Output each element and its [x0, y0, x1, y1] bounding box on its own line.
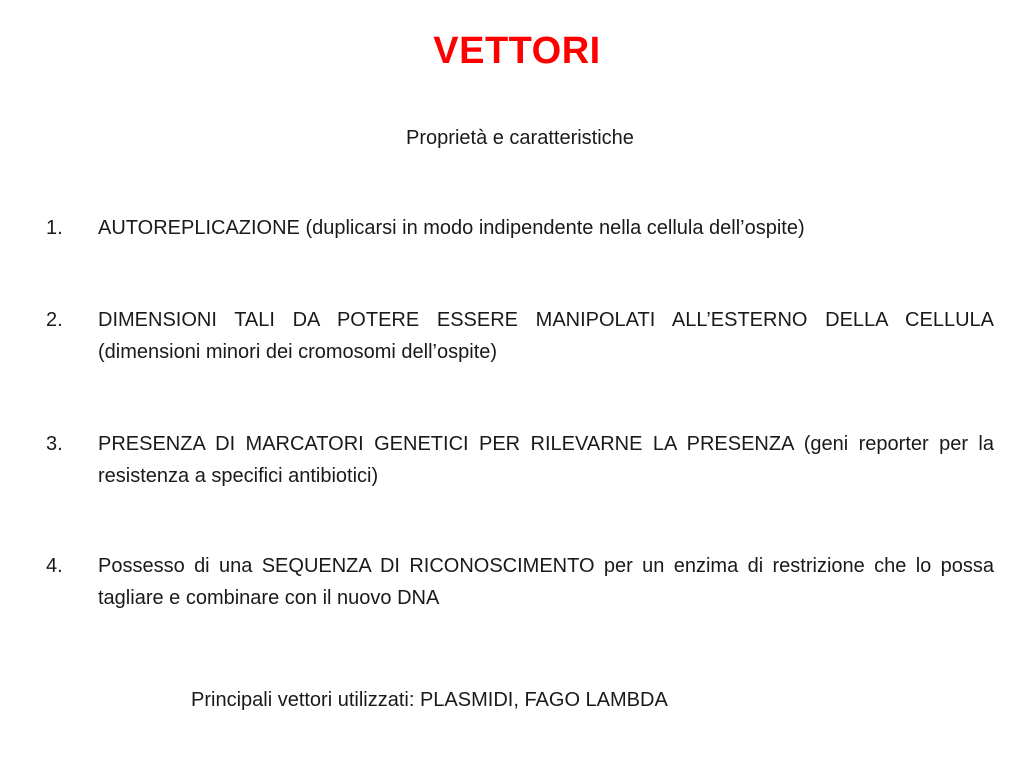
- list-item: [46, 428, 994, 492]
- list-item-number: 3.: [46, 433, 63, 455]
- slide-footer: Principali vettori utilizzati: PLASMIDI, FAGO LAMBDA: [191, 689, 668, 711]
- list-item-text: AUTOREPLICAZIONE (duplicarsi in modo indipendente nella cellula dell’ospite): [98, 217, 805, 239]
- list-item-number: 2.: [46, 309, 63, 331]
- slide-subtitle: Proprietà e caratteristiche: [406, 127, 634, 149]
- slide-title: VETTORI: [433, 30, 601, 72]
- list-item-number: 4.: [46, 555, 63, 577]
- list-item: [46, 550, 994, 614]
- list-item-text: Possesso di una SEQUENZA DI RICONOSCIMENTO per un enzima di restrizione che lo possa tagliare e combinare con il nuovo DNA: [98, 555, 994, 609]
- list-item: [46, 304, 994, 368]
- list-item-text: PRESENZA DI MARCATORI GENETICI PER RILEVARNE LA PRESENZA (geni reporter per la resistenza a specifici antibiotici): [98, 433, 994, 487]
- list-item: [46, 212, 994, 244]
- list-item-number: 1.: [46, 217, 63, 239]
- list-item-text: DIMENSIONI TALI DA POTERE ESSERE MANIPOLATI ALL’ESTERNO DELLA CELLULA (dimensioni minori dei cromosomi dell’ospite): [98, 309, 994, 363]
